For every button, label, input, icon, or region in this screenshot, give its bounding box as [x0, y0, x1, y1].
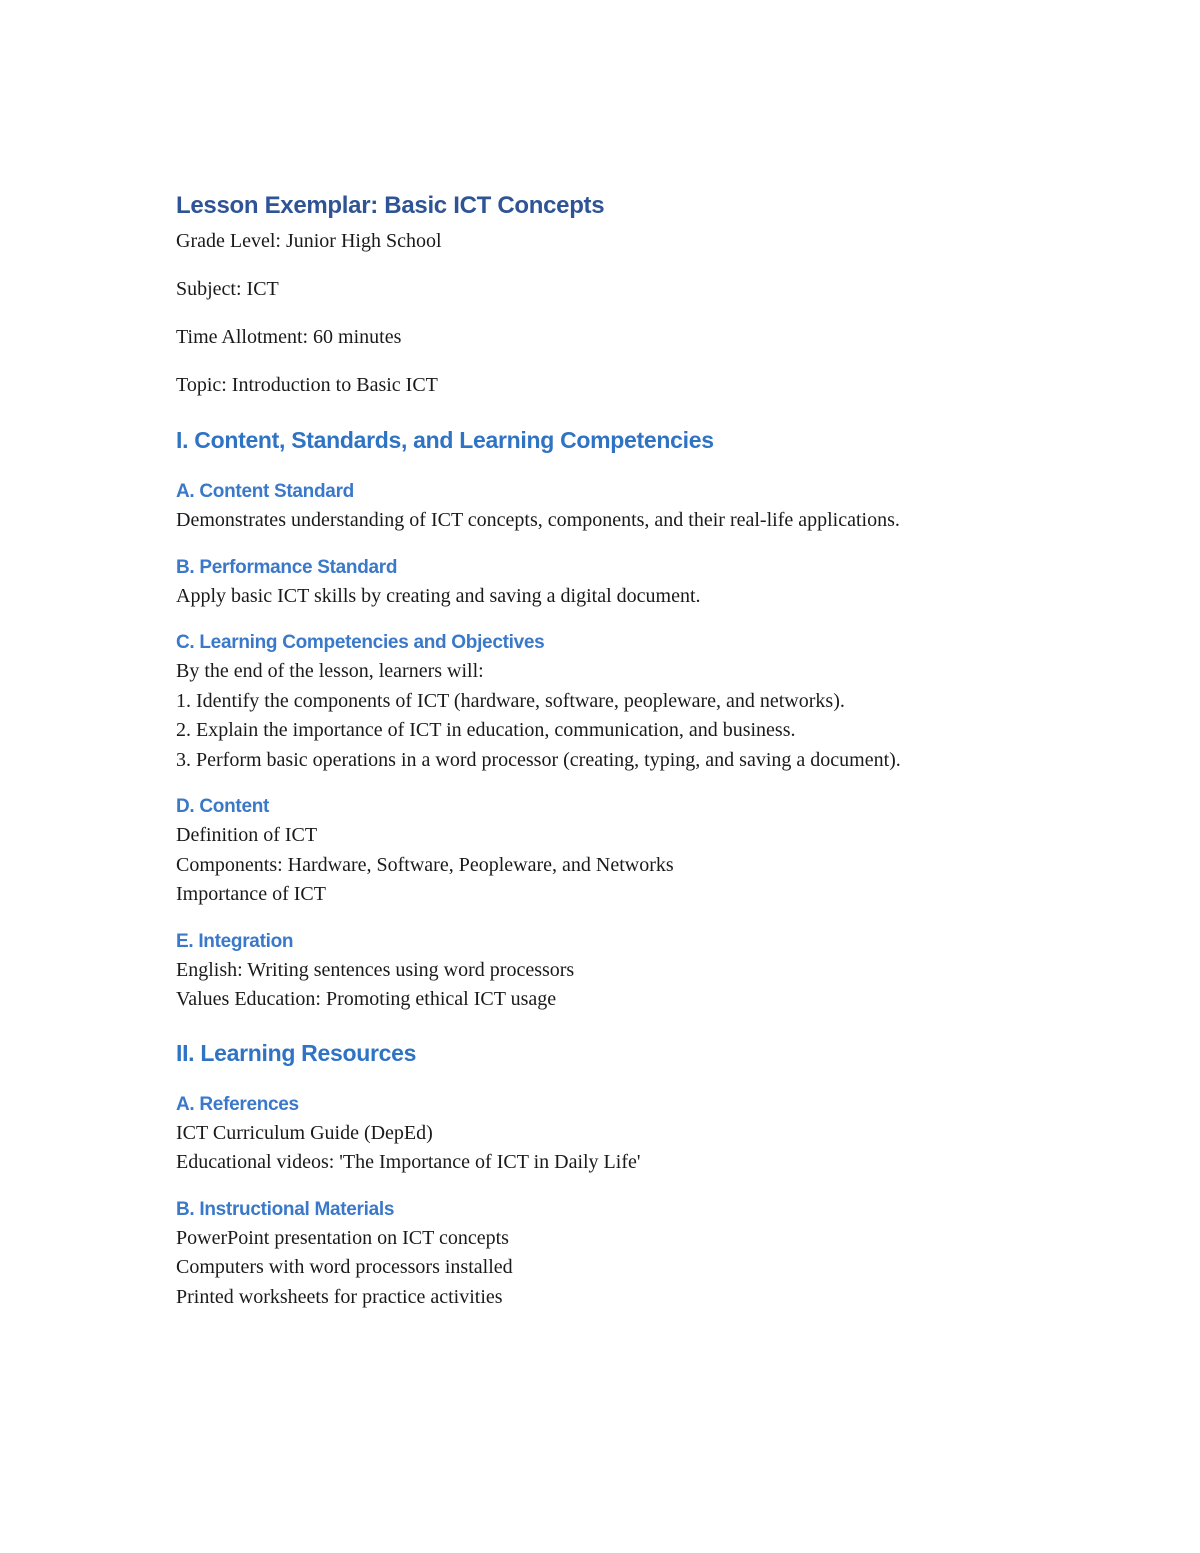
document-title: Lesson Exemplar: Basic ICT Concepts: [176, 192, 605, 219]
integration-item: Values Education: Promoting ethical ICT usage: [176, 988, 557, 1010]
objectives-intro: By the end of the lesson, learners will:: [176, 660, 484, 682]
integration-item: English: Writing sentences using word processors: [176, 958, 575, 981]
time-allotment: Time Allotment: 60 minutes: [176, 326, 402, 348]
subheading-content-standard: A. Content Standard: [176, 481, 354, 502]
subject: Subject: ICT: [176, 278, 279, 300]
content-item: Importance of ICT: [176, 883, 326, 905]
subheading-integration: E. Integration: [176, 930, 294, 952]
objective-item: 1. Identify the components of ICT (hardware, software, peopleware, and networks).: [176, 689, 845, 712]
performance-standard-text: Apply basic ICT skills by creating and saving a digital document.: [176, 584, 701, 607]
subheading-content: D. Content: [176, 796, 270, 817]
content-item: Components: Hardware, Software, Peopleware, and Networks: [176, 853, 674, 876]
material-item: Printed worksheets for practice activities: [176, 1285, 503, 1308]
section-heading-learning-resources: II. Learning Resources: [176, 1039, 417, 1066]
subheading-references: A. References: [176, 1093, 299, 1115]
section-heading-content-standards: I. Content, Standards, and Learning Competencies: [176, 427, 714, 453]
document-body: [176, 190, 1076, 1312]
subheading-learning-competencies: C. Learning Competencies and Objectives: [176, 632, 545, 653]
content-standard-text: Demonstrates understanding of ICT concepts, components, and their real-life applications.: [176, 509, 900, 531]
subheading-performance-standard: B. Performance Standard: [176, 556, 398, 578]
subheading-instructional-materials: B. Instructional Materials: [176, 1198, 395, 1220]
material-item: Computers with word processors installed: [176, 1256, 513, 1278]
reference-item: Educational videos: 'The Importance of ICT in Daily Life': [176, 1151, 641, 1173]
grade-level: Grade Level: Junior High School: [176, 230, 442, 252]
content-item: Definition of ICT: [176, 824, 318, 846]
material-item: PowerPoint presentation on ICT concepts: [176, 1226, 509, 1249]
objective-item: 2. Explain the importance of ICT in education, communication, and business.: [176, 719, 796, 741]
objective-item: 3. Perform basic operations in a word processor (creating, typing, and saving a document).: [176, 748, 901, 771]
reference-item: ICT Curriculum Guide (DepEd): [176, 1121, 433, 1144]
topic: Topic: Introduction to Basic ICT: [176, 374, 438, 396]
